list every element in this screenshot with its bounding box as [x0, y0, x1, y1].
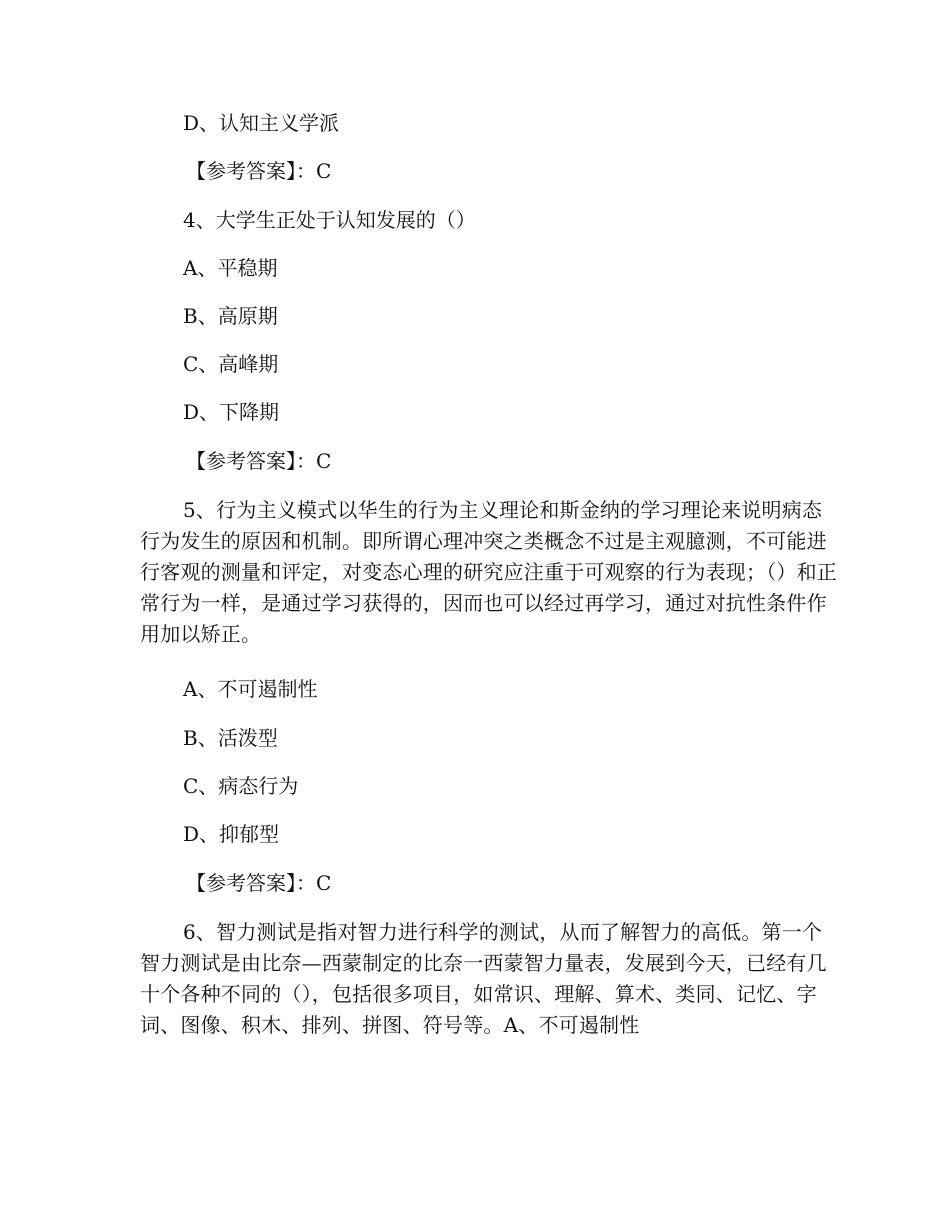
- option-a-q4: A、平稳期: [183, 256, 278, 280]
- option-b-q5: B、活泼型: [183, 726, 278, 750]
- option-d-q5: D、抑郁型: [183, 822, 280, 846]
- option-b-q4: B、高原期: [183, 304, 278, 328]
- question-5: 5、行为主义模式以华生的行为主义理论和斯金纳的学习理论来说明病态行为发生的原因和机制。即所谓心理冲突之类概念不过是主观臆测，不可能进行客观的测量和评定，对变态心理的研究应注重于可观察的行为表现；（）和正常行为一样，是通过学习获得的，因而也可以经过再学习，通过对抗性条件作用加以矫正。: [140, 498, 837, 646]
- option-d-q4: D、下降期: [183, 400, 280, 424]
- answer-q5: 【参考答案】：C: [186, 871, 332, 895]
- option-d-q3: D、认知主义学派: [183, 111, 340, 135]
- option-a-q5: A、不可遏制性: [183, 677, 318, 701]
- option-c-q4: C、高峰期: [183, 352, 279, 376]
- question-6: 6、智力测试是指对智力进行科学的测试，从而了解智力的高低。第一个智力测试是由比奈—西蒙制定的比奈一西蒙智力量表，发展到今天，已经有几十个各种不同的（），包括很多项目，如常识、理解、算术、类同、记忆、字词、图像、积木、排列、拼图、符号等。A、不可遏制性: [140, 920, 827, 1037]
- answer-q4: 【参考答案】：C: [186, 449, 332, 473]
- answer-q3: 【参考答案】：C: [186, 159, 332, 183]
- question-4: 4、大学生正处于认知发展的（）: [183, 208, 476, 232]
- option-c-q5: C、病态行为: [183, 774, 299, 798]
